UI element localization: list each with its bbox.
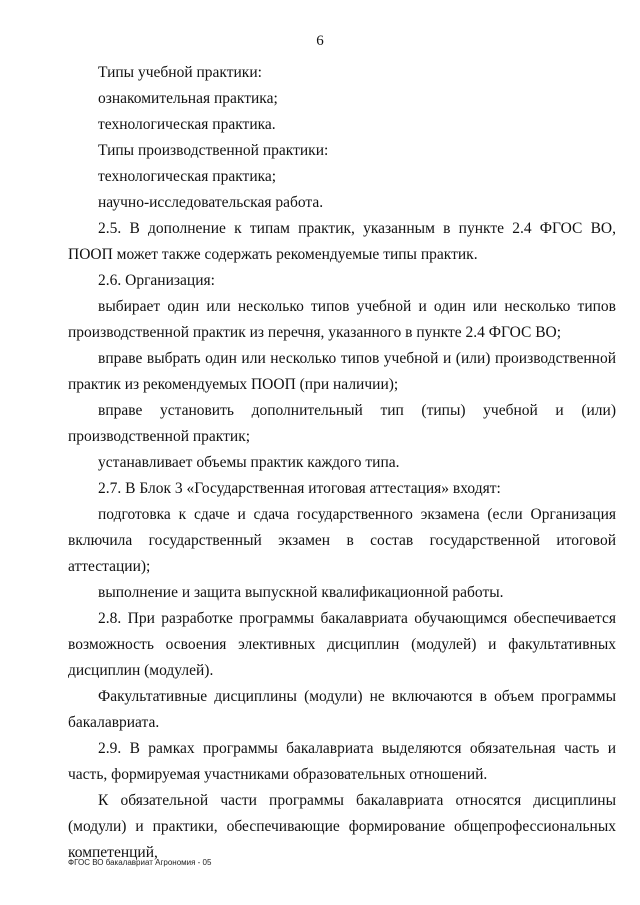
paragraph: 2.7. В Блок 3 «Государственная итоговая аттестация» входят: [98,480,501,497]
paragraph: научно-исследовательская работа. [98,194,324,211]
paragraph: К обязательной части программы бакалавриата относятся дисциплины (модули) и практики, обеспечивающие формирование общепрофессиональных компетенций, [68,792,616,861]
paragraph: подготовка к сдаче и сдача государственного экзамена (если Организация включила государственный экзамен в состав государственной итоговой аттестации); [68,506,616,575]
paragraph: технологическая практика; [98,168,277,185]
paragraph: 2.8. При разработке программы бакалавриата обучающимся обеспечивается возможность освоения элективных дисциплин (модулей) и факультативных дисциплин (модулей). [68,610,616,679]
paragraph: Типы производственной практики: [98,142,329,159]
paragraph: вправе выбрать один или несколько типов учебной и (или) производственной практик из рекомендуемых ПООП (при наличии); [68,350,616,393]
paragraph: технологическая практика. [98,116,276,133]
paragraph: выполнение и защита выпускной квалификационной работы. [98,584,504,601]
paragraph: 2.9. В рамках программы бакалавриата выделяются обязательная часть и часть, формируемая участниками образовательных отношений. [68,740,616,783]
paragraph: 2.6. Организация: [98,272,215,289]
paragraph: Факультативные дисциплины (модули) не включаются в объем программы бакалавриата. [68,688,616,731]
page-number: 6 [316,33,324,49]
paragraph: 2.5. В дополнение к типам практик, указанным в пункте 2.4 ФГОС ВО, ПООП может также содержать рекомендуемые типы практик. [68,220,616,263]
paragraph: выбирает один или несколько типов учебной и один или несколько типов производственной практик из перечня, указанного в пункте 2.4 ФГОС ВО; [68,298,616,341]
document-body [68,60,616,866]
paragraph: ознакомительная практика; [98,90,278,107]
page-footer: ФГОС ВО бакалавриат Агрономия - 05 [68,858,212,867]
paragraph: устанавливает объемы практик каждого типа. [98,454,400,471]
paragraph: Типы учебной практики: [98,64,262,81]
paragraph: вправе установить дополнительный тип (типы) учебной и (или) производственной практик; [68,402,616,445]
